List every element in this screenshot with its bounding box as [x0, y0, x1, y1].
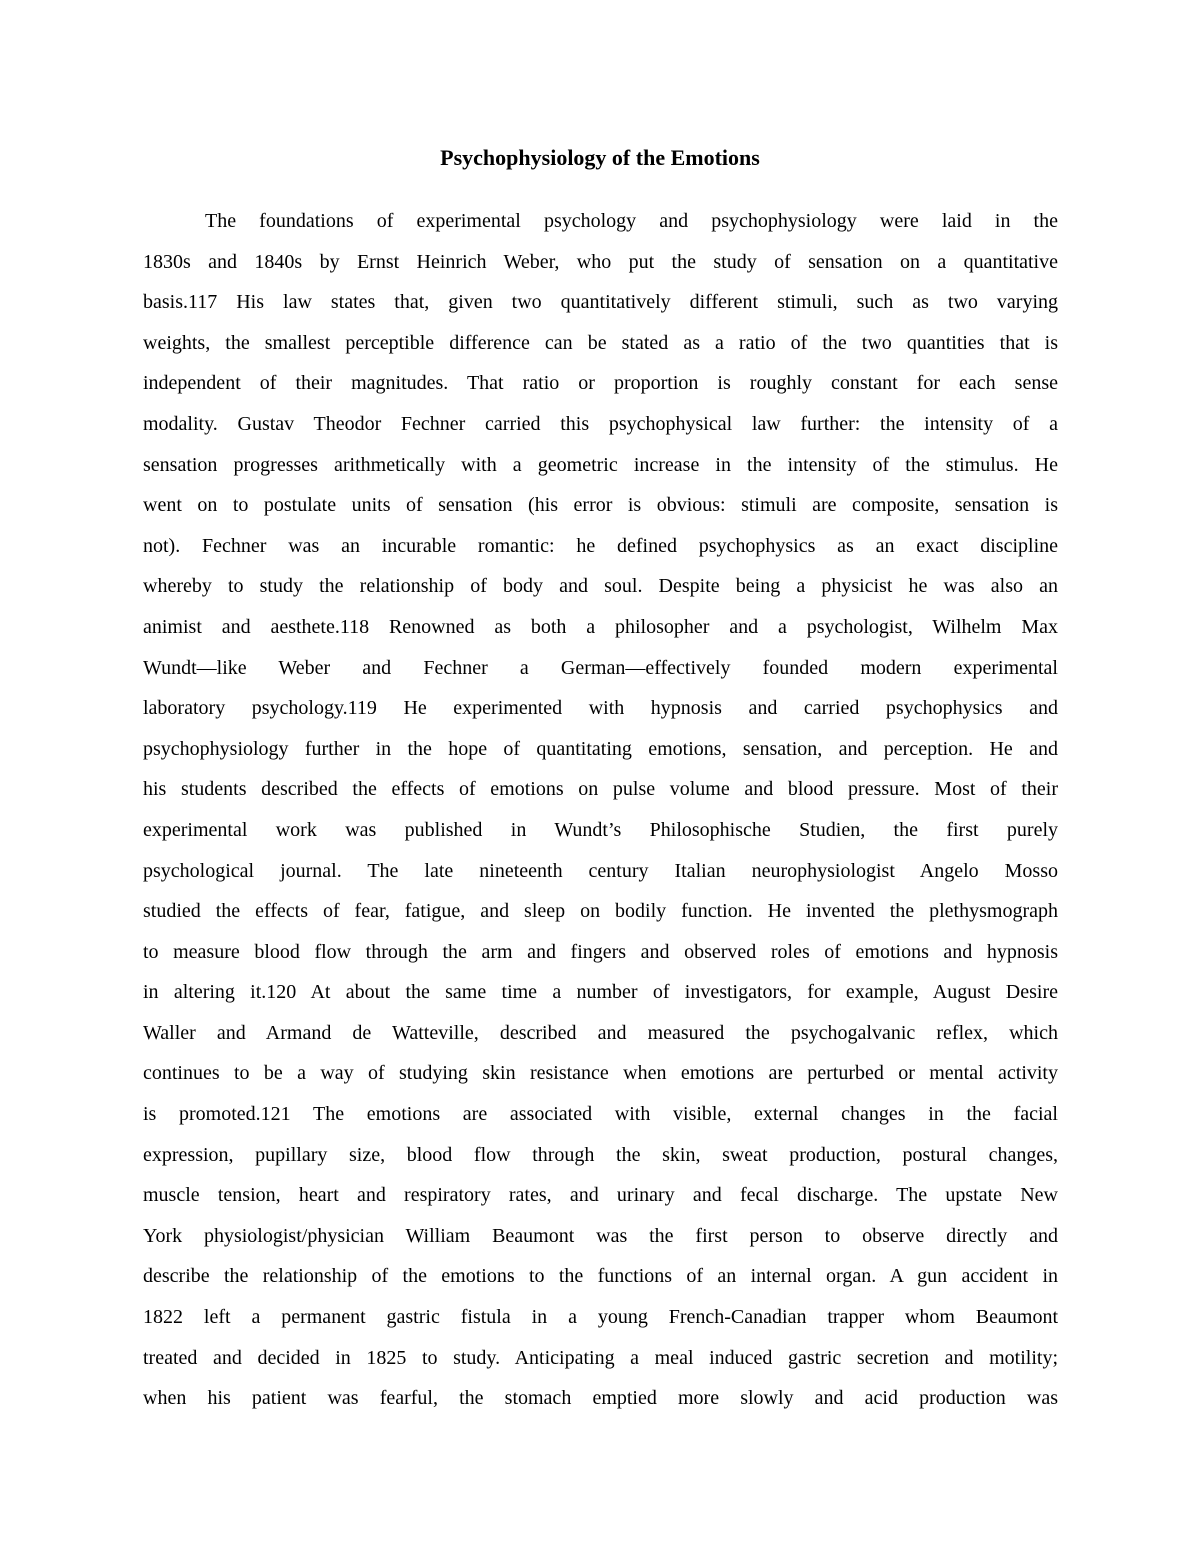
text-line: Wundt—like Weber and Fechner a German—effectively founded modern experimental: [143, 656, 1058, 679]
text-line: whereby to study the relationship of body and soul. Despite being a physicist he was also an: [143, 575, 1058, 598]
text-line: psychological journal. The late nineteenth century Italian neurophysiologist Angelo Mosso: [143, 859, 1058, 882]
text-line: sensation progresses arithmetically with a geometric increase in the intensity of the stimulus. He: [143, 453, 1058, 476]
text-line: is promoted.121 The emotions are associated with visible, external changes in the facial: [143, 1103, 1058, 1126]
text-line: muscle tension, heart and respiratory rates, and urinary and fecal discharge. The upstate New: [143, 1184, 1058, 1207]
text-line: when his patient was fearful, the stomach emptied more slowly and acid production was: [143, 1387, 1058, 1410]
text-line: 1830s and 1840s by Ernst Heinrich Weber, who put the study of sensation on a quantitative: [143, 250, 1058, 273]
text-line: his students described the effects of emotions on pulse volume and blood pressure. Most of their: [143, 778, 1058, 801]
text-line: basis.117 His law states that, given two quantitatively different stimuli, such as two varying: [143, 291, 1058, 314]
text-line: treated and decided in 1825 to study. Anticipating a meal induced gastric secretion and motility;: [143, 1346, 1058, 1369]
text-line: psychophysiology further in the hope of quantitating emotions, sensation, and perception. He and: [143, 737, 1058, 760]
text-line: to measure blood flow through the arm and fingers and observed roles of emotions and hypnosis: [143, 940, 1058, 963]
text-line: The foundations of experimental psychology and psychophysiology were laid in the: [205, 210, 1058, 232]
text-line: independent of their magnitudes. That ratio or proportion is roughly constant for each sense: [143, 372, 1058, 395]
text-line: 1822 left a permanent gastric fistula in a young French-Canadian trapper whom Beaumont: [143, 1306, 1058, 1329]
text-line: laboratory psychology.119 He experimented with hypnosis and carried psychophysics and: [143, 697, 1058, 720]
document-title: Psychophysiology of the Emotions: [440, 145, 760, 170]
text-line: in altering it.120 At about the same time a number of investigators, for example, August Desire: [143, 981, 1058, 1004]
text-line: modality. Gustav Theodor Fechner carried this psychophysical law further: the intensity of a: [143, 412, 1058, 435]
text-line: experimental work was published in Wundt’s Philosophische Studien, the first purely: [143, 818, 1058, 841]
text-line: York physiologist/physician William Beaumont was the first person to observe directly and: [143, 1224, 1058, 1247]
text-line: expression, pupillary size, blood flow through the skin, sweat production, postural changes,: [143, 1143, 1058, 1166]
text-line: animist and aesthete.118 Renowned as both a philosopher and a psychologist, Wilhelm Max: [143, 615, 1058, 638]
text-line: continues to be a way of studying skin resistance when emotions are perturbed or mental activity: [143, 1062, 1058, 1085]
text-line: not). Fechner was an incurable romantic: he defined psychophysics as an exact discipline: [143, 534, 1058, 557]
text-line: studied the effects of fear, fatigue, and sleep on bodily function. He invented the plethysmograph: [143, 900, 1058, 923]
body-paragraph: [143, 201, 1058, 1419]
text-line: weights, the smallest perceptible difference can be stated as a ratio of the two quantities that is: [143, 331, 1058, 354]
text-line: describe the relationship of the emotions to the functions of an internal organ. A gun accident in: [143, 1265, 1058, 1288]
text-line: went on to postulate units of sensation (his error is obvious: stimuli are composite, sensation is: [143, 494, 1058, 517]
text-line: Waller and Armand de Watteville, described and measured the psychogalvanic reflex, which: [143, 1021, 1058, 1044]
